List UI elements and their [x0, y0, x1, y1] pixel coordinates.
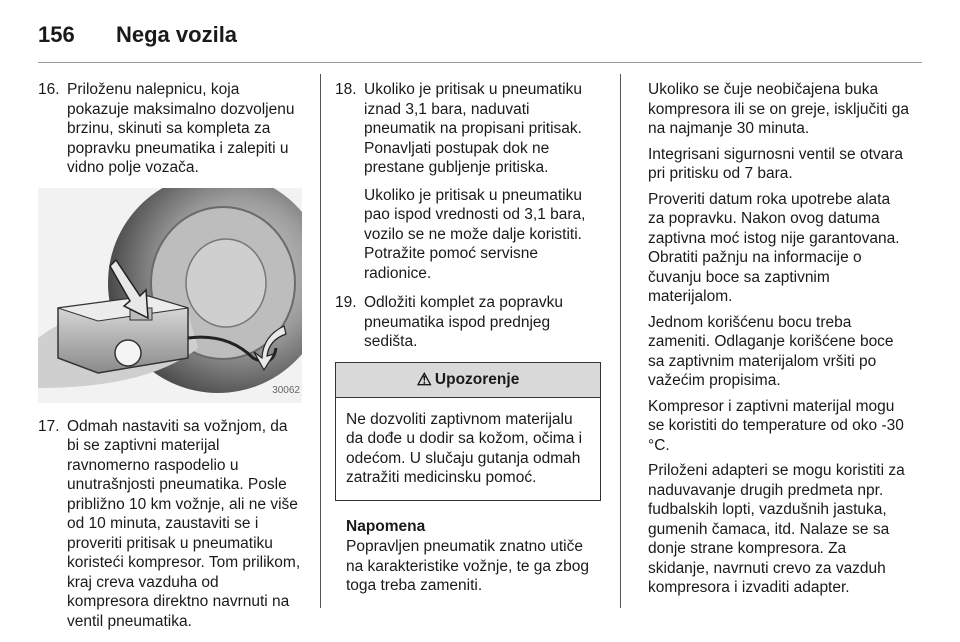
paragraph-3: Proveriti datum roka upotrebe alata za popravku. Nakon ovog datuma zaptivna moć istog nije garantovana. Obratiti pažnju na informacije o čuvanju boce sa zaptivnim materijalom. [648, 190, 900, 305]
page-title: Nega vozila [116, 22, 238, 47]
item-number: 18. [335, 81, 357, 98]
item-text: Ukoliko je pritisak u pneumatiku iznad 3,1 bara, naduvati pneumatik na propisani pritisak. Ponavljati postupak dok ne prestane gubljenje pritiska. [364, 81, 582, 176]
column-2 [335, 80, 601, 596]
item-number: 16. [38, 81, 60, 98]
warning-title: Upozorenje [434, 370, 520, 388]
warning-triangle-icon: ⚠ [416, 369, 432, 389]
note-text: Popravljen pneumatik znatno utiče na karakteristike vožnje, te ga zbog toga treba zameniti. [346, 538, 589, 594]
gauge-icon [115, 340, 141, 366]
paragraph-5: Kompresor i zaptivni materijal mogu se koristiti do temperature od oko -30 °C. [648, 397, 904, 454]
paragraph-1: Ukoliko se čuje neobičajena buka kompresora ili se on greje, isključiti ga na najmanje 30 minuta. [648, 81, 910, 137]
page-number: 156 [38, 22, 75, 47]
paragraph-4: Jednom korišćenu bocu treba zameniti. Odlaganje korišćene boce sa zaptivnim materijalom vršiti po važećim propisima. [648, 313, 894, 389]
header-rule [38, 62, 922, 63]
column-1 [38, 80, 302, 641]
warning-box [335, 362, 601, 501]
page-header [38, 20, 237, 50]
tire-compressor-figure [38, 188, 302, 403]
item-number: 19. [335, 294, 357, 311]
note-section [335, 517, 601, 596]
note-title: Napomena [346, 517, 426, 535]
warning-header [336, 363, 600, 398]
paragraph-2: Integrisani sigurnosni ventil se otvara pri pritisku od 7 bara. [648, 145, 904, 182]
figure-code: 30062 [272, 385, 300, 396]
column-3 [648, 80, 910, 604]
item-number: 17. [38, 417, 60, 435]
column-divider-1 [320, 74, 321, 608]
column-divider-2 [620, 74, 621, 608]
paragraph-6: Priloženi adapteri se mogu koristiti za naduvavanje drugih predmeta npr. fudbalskih lopti, vazdušnih jastuka, gumenih čamaca, itd. Nalaze se sa donje strane kompresora. Za skidanje, navrnuti crevo za vazduh kompresora i izvaditi adapter. [648, 462, 905, 596]
list-item-16 [38, 80, 302, 178]
item-text: Odmah nastaviti sa vožnjom, da bi se zaptivni materijal ravnomerno raspodelio u unutrašnjosti pneumatika. Posle približno 10 km vožnje, ali ne više od 10 minuta, zaustaviti se i proveriti pritisak u pneumatiku koristeći kompresor. Tom prilikom, kraj creva vazduha od kompresora direktno navrnuti na ventil pneumatika. [67, 417, 301, 630]
item-text-2: Ukoliko je pritisak u pneumatiku pao ispod vrednosti od 3,1 bara, vozilo se ne može dalje koristiti. Potražite pomoć servisne radionice. [364, 186, 586, 282]
warning-text: Ne dozvoliti zaptivnom materijalu da dođe u dodir sa kožom, očima i odećom. U slučaju gutanja odmah zatražiti medicinsku pomoć. [346, 410, 583, 486]
list-item-19 [335, 293, 601, 352]
item-text: Priloženu nalepnicu, koja pokazuje maksimalno dozvoljenu brzinu, skinuti sa kompleta za popravku pneumatika i zalepiti u vidno polje vozača. [67, 81, 295, 176]
list-item-17 [38, 417, 302, 632]
item-text: Odložiti komplet za popravku pneumatika ispod prednjeg sedišta. [364, 294, 564, 350]
list-item-18 [335, 80, 601, 283]
compressor-illustration [38, 188, 302, 403]
